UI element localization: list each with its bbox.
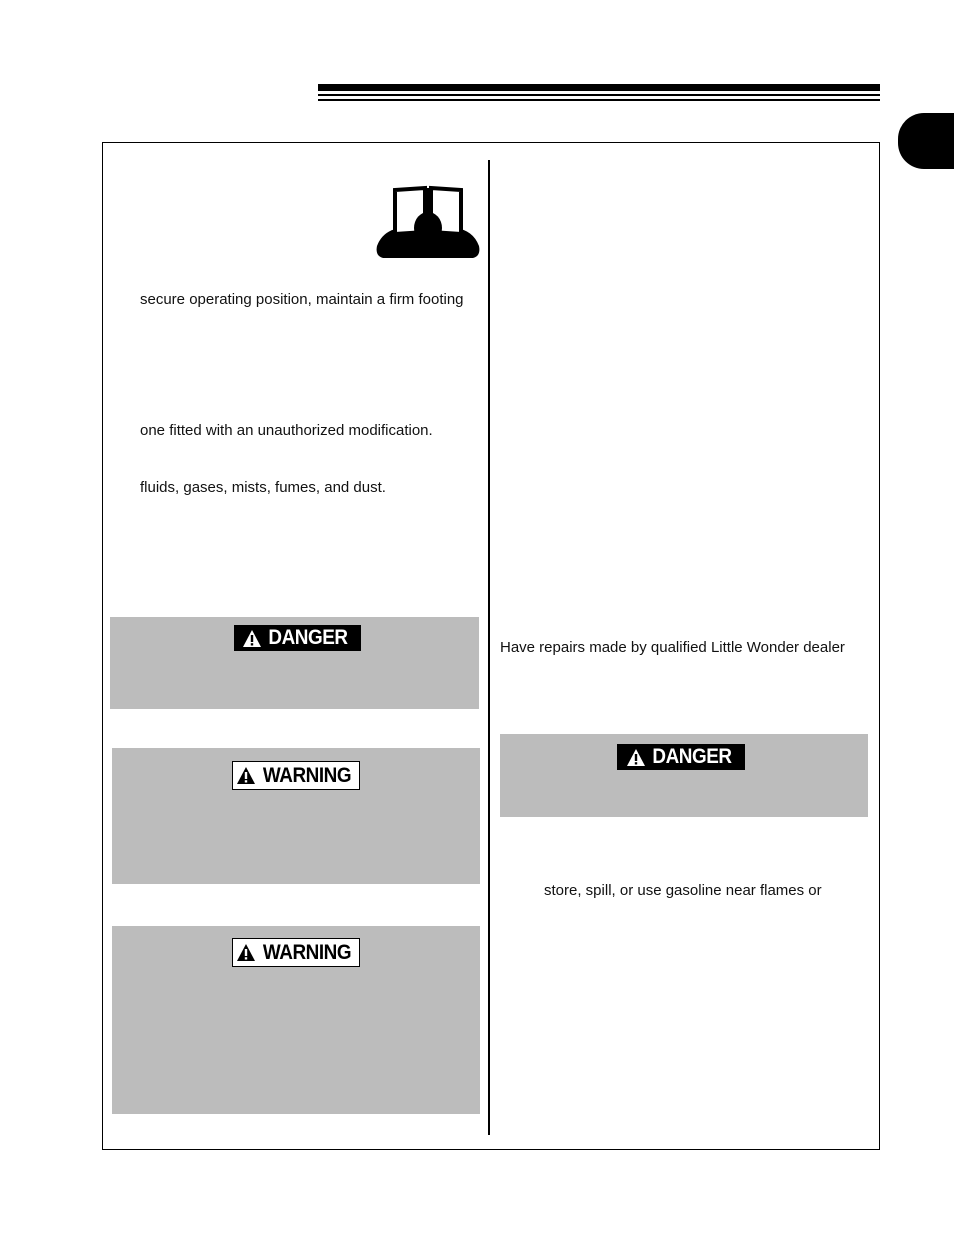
column-divider <box>488 160 490 1135</box>
fluids-gases-text: fluids, gases, mists, fumes, and dust. <box>140 479 386 496</box>
gasoline-text: store, spill, or use gasoline near flames or <box>544 882 822 899</box>
header-rule-thin-1 <box>318 94 880 96</box>
exclamation-triangle-icon <box>236 766 256 785</box>
danger-word: DANGER <box>652 745 732 768</box>
warning-word: WARNING <box>262 763 352 787</box>
exclamation-triangle-icon <box>626 748 646 767</box>
unauthorized-modification-text: one fitted with an unauthorized modification. <box>140 422 433 439</box>
header-rule-thick <box>318 84 880 91</box>
exclamation-triangle-icon <box>242 629 262 648</box>
warning-label-1 <box>232 761 360 790</box>
danger-label-right <box>617 744 745 770</box>
warning-word: WARNING <box>262 940 352 964</box>
danger-label-left <box>234 625 361 651</box>
warning-label-2 <box>232 938 360 967</box>
repairs-dealer-text: Have repairs made by qualified Little Wonder dealer <box>500 639 845 656</box>
danger-word: DANGER <box>268 626 349 649</box>
header-rule-thin-2 <box>318 99 880 101</box>
section-tab <box>898 113 954 169</box>
exclamation-triangle-icon <box>236 943 256 962</box>
person-reading-manual-icon <box>373 184 483 264</box>
operating-position-text: secure operating position, maintain a firm footing <box>140 291 464 308</box>
